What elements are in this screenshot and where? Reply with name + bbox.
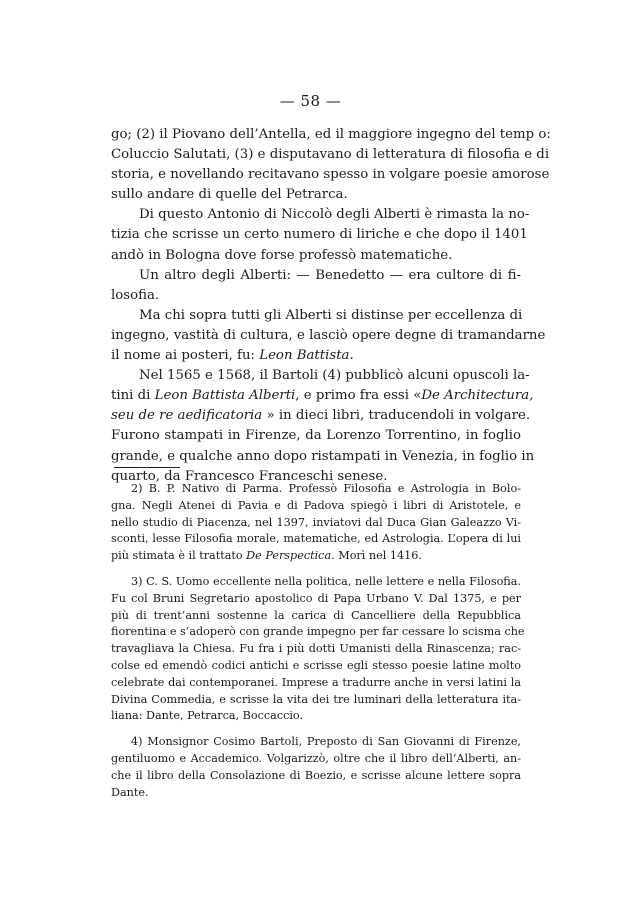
footnote-line: 4) Monsignor Cosimo Bartoli, Preposto di San Giovanni di Firenze, xyxy=(131,735,521,749)
footnote-line: liana: Dante, Petrarca, Boccaccio. xyxy=(111,709,304,723)
text-line: Un altro degli Alberti: — Benedetto — era cultore di fi- xyxy=(139,267,521,283)
text-line: Nel 1565 e 1568, il Bartoli (4) pubblicò alcuni opuscoli la- xyxy=(139,368,530,384)
text-run: . xyxy=(349,348,354,364)
footnote-divider xyxy=(114,467,180,468)
text-line: Furono stampati in Firenze, da Lorenzo Torrentino, in foglio xyxy=(111,428,521,444)
text-run: più stimata è il trattato xyxy=(111,549,247,563)
page-number: — 58 — xyxy=(279,92,342,110)
footnote-line: Divina Commedia, e scrisse la vita dei tre luminari della letteratura ita- xyxy=(111,692,521,706)
text-line: tizia che scrisse un certo numero di liriche e che dopo il 1401 xyxy=(111,227,528,243)
footnote-line: che il libro della Consolazione di Boezio, e scrisse alcune lettere sopra xyxy=(111,768,521,782)
text-line: quarto, da Francesco Franceschi senese. xyxy=(111,468,388,484)
text-line: go; (2) il Piovano dell’Antella, ed il maggiore ingegno del temp o: xyxy=(111,127,551,142)
footnote-line: Dante. xyxy=(111,785,149,799)
text-line: grande, e qualche anno dopo ristampati in Venezia, in foglio in xyxy=(111,448,535,464)
text-line: Ma chi sopra tutti gli Alberti si distinse per eccellenza di xyxy=(139,307,523,323)
text-run: . Morì nel 1416. xyxy=(331,549,422,563)
text-line: Di questo Antonio di Niccolò degli Alberti è rimasta la no- xyxy=(139,207,530,223)
footnote-line: travagliava la Chiesa. Fu fra i più dotti Umanisti della Rinascenza; rac- xyxy=(111,642,521,656)
text-line: ingegno, vastità di cultura, e lasciò opere degne di tramandarne xyxy=(111,327,546,343)
footnote-line: nello studio di Piacenza, nel 1397, inviatovi dal Duca Gian Galeazzo Vi- xyxy=(111,515,521,529)
paragraph-antonio xyxy=(111,205,530,265)
text-run: tini di xyxy=(111,388,155,404)
text-run: » in dieci libri, traducendoli in volgare. xyxy=(262,408,531,424)
footnote-line: gna. Negli Atenei di Pavia e di Padova spiegò i libri di Aristotele, e xyxy=(111,498,521,512)
text-line: sullo andare di quelle del Petrarca. xyxy=(111,187,348,203)
footnote-line: celebrate dai contemporanei. Imprese a tradurre anche in versi latini la xyxy=(111,675,521,689)
italic-title: De Perspectica xyxy=(246,549,332,563)
footnote-line: 2) B. P. Nativo di Parma. Professò Filosofia e Astrologia in Bolo- xyxy=(131,482,521,495)
footnote-line: Fu col Bruni Segretario apostolico di Papa Urbano V. Dal 1375, e per xyxy=(111,591,521,605)
text-line xyxy=(111,386,534,406)
footnote-line: 3) C. S. Uomo eccellente nella politica, nelle lettere e nella Filosofia. xyxy=(131,574,521,588)
paragraph-leon-battista xyxy=(111,306,546,366)
footnote-2 xyxy=(111,481,521,565)
paragraph-benedetto xyxy=(111,266,521,306)
footnote-line: fiorentina e s’adoperò con grande impegno per far cessare lo scisma che xyxy=(111,625,525,639)
footnote-3 xyxy=(111,574,525,725)
footnote-line: gentiluomo e Accademico. Volgarizzò, oltre che il libro dell’Alberti, an- xyxy=(111,751,521,765)
paragraph-continuation xyxy=(111,125,551,205)
footnote-line: più di trent’anni sostenne la carica di Cancelliere della Repubblica xyxy=(111,608,521,622)
text-line xyxy=(111,406,531,426)
text-line xyxy=(111,346,521,366)
text-line: andò in Bologna dove forse professò matematiche. xyxy=(111,247,453,263)
main-text xyxy=(111,125,551,487)
text-line: losofia. xyxy=(111,287,160,303)
text-line: storia, e novellando recitavano spesso in volgare poesie amorose xyxy=(111,167,550,183)
paragraph-bartoli xyxy=(111,366,535,487)
italic-title: seu de re aedificatoria xyxy=(111,408,263,424)
text-line: Coluccio Salutati, (3) e disputavano di letteratura di filosofia e di xyxy=(111,147,550,163)
footnote-line: sconti, lesse Filosofia morale, matematiche, ed Astrologia. L’opera di lui xyxy=(111,532,521,546)
text-run: , e primo fra essi « xyxy=(295,388,422,404)
italic-name: Leon Battista xyxy=(259,348,350,364)
text-run: il nome ai posteri, fu: xyxy=(111,348,260,364)
footnote-line xyxy=(111,548,521,565)
footnotes xyxy=(111,481,525,810)
italic-title: De Architectura, xyxy=(421,388,534,404)
footnote-4 xyxy=(111,734,521,801)
italic-name: Leon Battista Alberti xyxy=(154,388,296,404)
footnote-line: colse ed emendò codici antichi e scrisse egli stesso poesie latine molto xyxy=(111,658,521,672)
